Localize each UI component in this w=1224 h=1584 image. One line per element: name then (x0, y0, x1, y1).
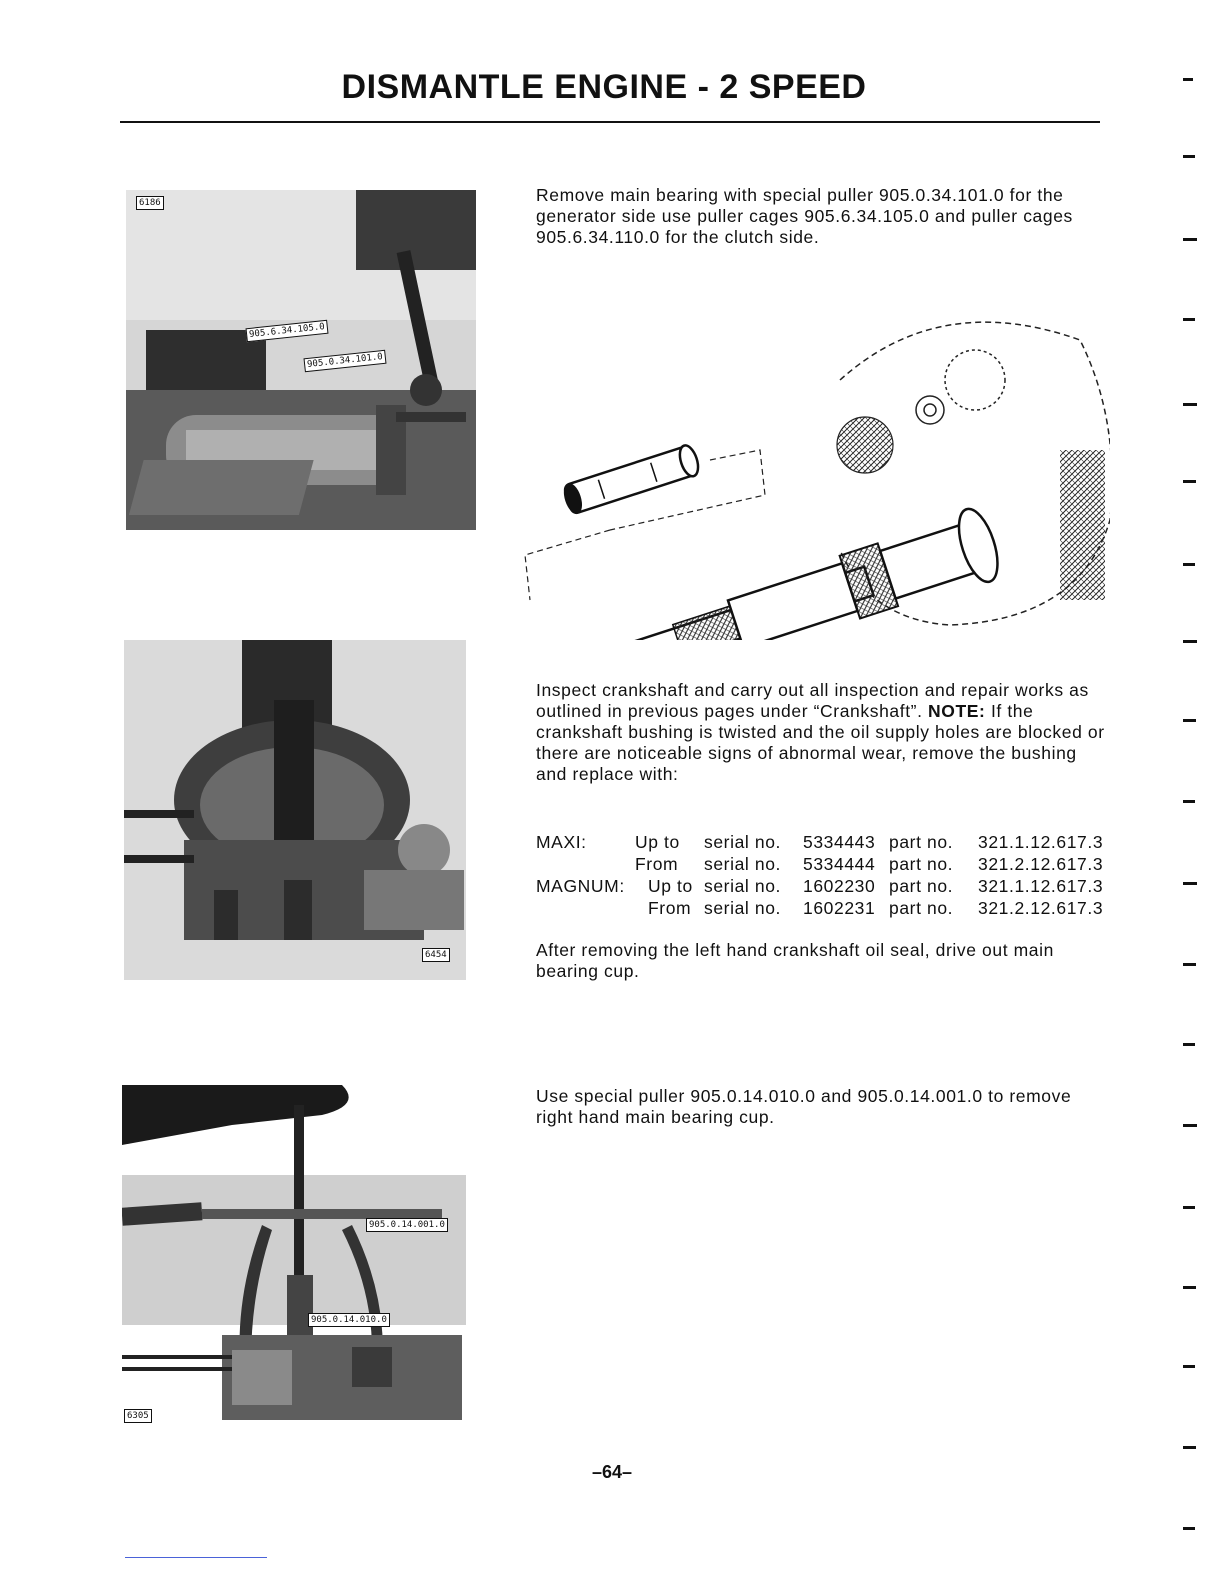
parts-row (536, 831, 1108, 853)
note-label: NOTE: (928, 701, 986, 721)
bottom-underline (125, 1557, 267, 1558)
serial-prefix: Up to (635, 832, 680, 852)
part-number: 321.1.12.617.3 (978, 876, 1104, 896)
parts-row (536, 875, 1108, 897)
model-name: MAXI: (536, 832, 587, 852)
serial-number: 5334444 (803, 854, 876, 874)
bushing-parts-list (536, 831, 1108, 919)
tool-label-tag: 905.0.14.001.0 (366, 1218, 448, 1232)
serial-label: serial no. (704, 898, 782, 918)
part-number: 321.2.12.617.3 (978, 854, 1104, 874)
serial-label: serial no. (704, 854, 782, 874)
figure-number-tag: 6186 (136, 196, 164, 210)
step-drive-out-bearing-cup (536, 940, 1108, 982)
serial-prefix: Up to (648, 876, 693, 896)
tool-label-tag: 905.6.34.105.0 (245, 320, 328, 342)
page-number: –64– (591, 1462, 633, 1482)
page-title: DISMANTLE ENGINE - 2 SPEED (341, 68, 867, 106)
model-name: MAGNUM: (536, 876, 625, 896)
serial-number: 1602230 (803, 876, 876, 896)
serial-label: serial no. (704, 876, 782, 896)
paragraph-text: Inspect crankshaft and carry out all inspection and repair works as outlined in previous pages under “Crankshaft”. (536, 680, 1089, 721)
parts-row (536, 853, 1108, 875)
tool-label-tag: 905.0.34.101.0 (303, 350, 386, 372)
step-inspect-crankshaft (536, 680, 1108, 785)
part-label: part no. (889, 898, 954, 918)
serial-prefix: From (635, 854, 679, 874)
part-label: part no. (889, 832, 954, 852)
serial-number: 1602231 (803, 898, 876, 918)
part-label: part no. (889, 854, 954, 874)
step-remove-main-bearing (536, 185, 1108, 248)
tool-label-tag: 905.0.14.010.0 (308, 1313, 390, 1327)
part-number: 321.1.12.617.3 (978, 832, 1104, 852)
part-number: 321.2.12.617.3 (978, 898, 1104, 918)
figure-cup-puller-photo (122, 1085, 466, 1430)
paragraph-text: Use special puller 905.0.14.010.0 and 905.0.14.001.0 to remove right hand main bearing cup. (536, 1086, 1072, 1127)
figure-bearing-puller-photo (126, 190, 476, 530)
parts-row (536, 897, 1108, 919)
figure-number-tag: 6305 (124, 1409, 152, 1423)
paragraph-text: Remove main bearing with special puller 905.0.34.101.0 for the generator side use puller cages 905.6.34.105.0 and puller cages 905.6.34.110.0 for the clutch side. (536, 185, 1073, 247)
title-rule (120, 121, 1100, 123)
serial-label: serial no. (704, 832, 782, 852)
part-label: part no. (889, 876, 954, 896)
figure-number-tag: 6454 (422, 948, 450, 962)
serial-prefix: From (648, 898, 692, 918)
note-text: If the crankshaft bushing is twisted and the oil supply holes are blocked or there are noticeable signs of abnormal wear, remove the bushing and replace with: (536, 701, 1105, 784)
figure-crankcase-photo (124, 640, 466, 980)
figure-crankshaft-diagram (520, 300, 1110, 640)
step-remove-right-bearing-cup (536, 1086, 1108, 1128)
paragraph-text: After removing the left hand crankshaft oil seal, drive out main bearing cup. (536, 940, 1054, 981)
serial-number: 5334443 (803, 832, 876, 852)
